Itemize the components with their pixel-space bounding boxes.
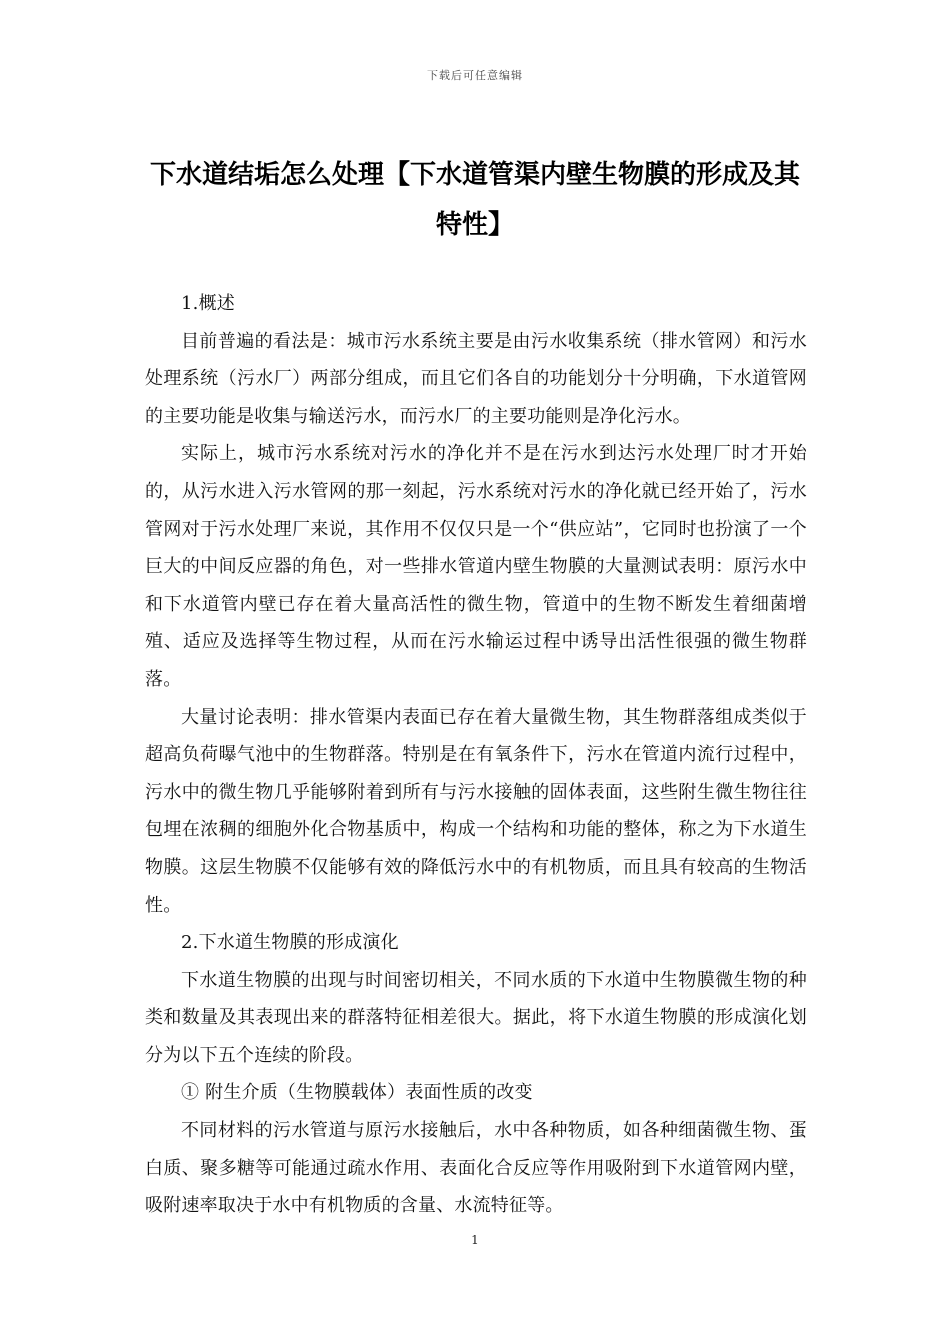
page-number: 1 [471, 1233, 479, 1247]
paragraph: 实际上，城市污水系统对污水的净化并不是在污水到达污水处理厂时才开始的，从污水进入污水管网的那一刻起，污水系统对污水的净化就已经开始了，污水管网对于污水处理厂来说，其作用不仅仅只是一个“供应站”，它同时也扮演了一个巨大的中间反应器的角色，对一些排水管道内壁生物膜的大量测试表明：原污水中和下水道管内壁已存在着大量高活性的微生物，管道中的生物不断发生着细菌增殖、适应及选择等生物过程，从而在污水输运过程中诱导出活性很强的微生物群落。 [145, 443, 807, 690]
paragraph: 下水道生物膜的出现与时间密切相关，不同水质的下水道中生物膜微生物的种类和数量及其表现出来的群落特征相差很大。据此，将下水道生物膜的形成演化划分为以下五个连续的阶段。 [145, 969, 807, 1066]
document-body [145, 285, 807, 1225]
document-title: 下水道结垢怎么处理【下水道管渠内壁生物膜的形成及其特性】 [149, 160, 800, 240]
paragraph: 目前普遍的看法是：城市污水系统主要是由污水收集系统（排水管网）和污水处理系统（污水厂）两部分组成，而且它们各自的功能划分十分明确，下水道管网的主要功能是收集与输送污水，而污水厂的主要功能则是净化污水。 [145, 330, 807, 427]
paragraph: 大量讨论表明：排水管渠内表面已存在着大量微生物，其生物群落组成类似于超高负荷曝气池中的生物群落。特别是在有氧条件下，污水在管道内流行过程中，污水中的微生物几乎能够附着到所有与污水接触的固体表面，这些附生微生物往往包埋在浓稠的细胞外化合物基质中，构成一个结构和功能的整体，称之为下水道生物膜。这层生物膜不仅能够有效的降低污水中的有机物质，而且具有较高的生物活性。 [145, 706, 807, 916]
header-note: 下载后可任意编辑 [427, 69, 523, 82]
subsection-heading: ① 附生介质（生物膜载体）表面性质的改变 [181, 1082, 533, 1104]
section-heading-overview: 1.概述 [181, 293, 235, 314]
section-heading-biofilm-formation: 2.下水道生物膜的形成演化 [181, 932, 399, 954]
paragraph: 不同材料的污水管道与原污水接触后，水中各种物质，如各种细菌微生物、蛋白质、聚多糖等可能通过疏水作用、表面化合反应等作用吸附到下水道管网内壁，吸附速率取决于水中有机物质的含量、水流特征等。 [145, 1120, 807, 1217]
